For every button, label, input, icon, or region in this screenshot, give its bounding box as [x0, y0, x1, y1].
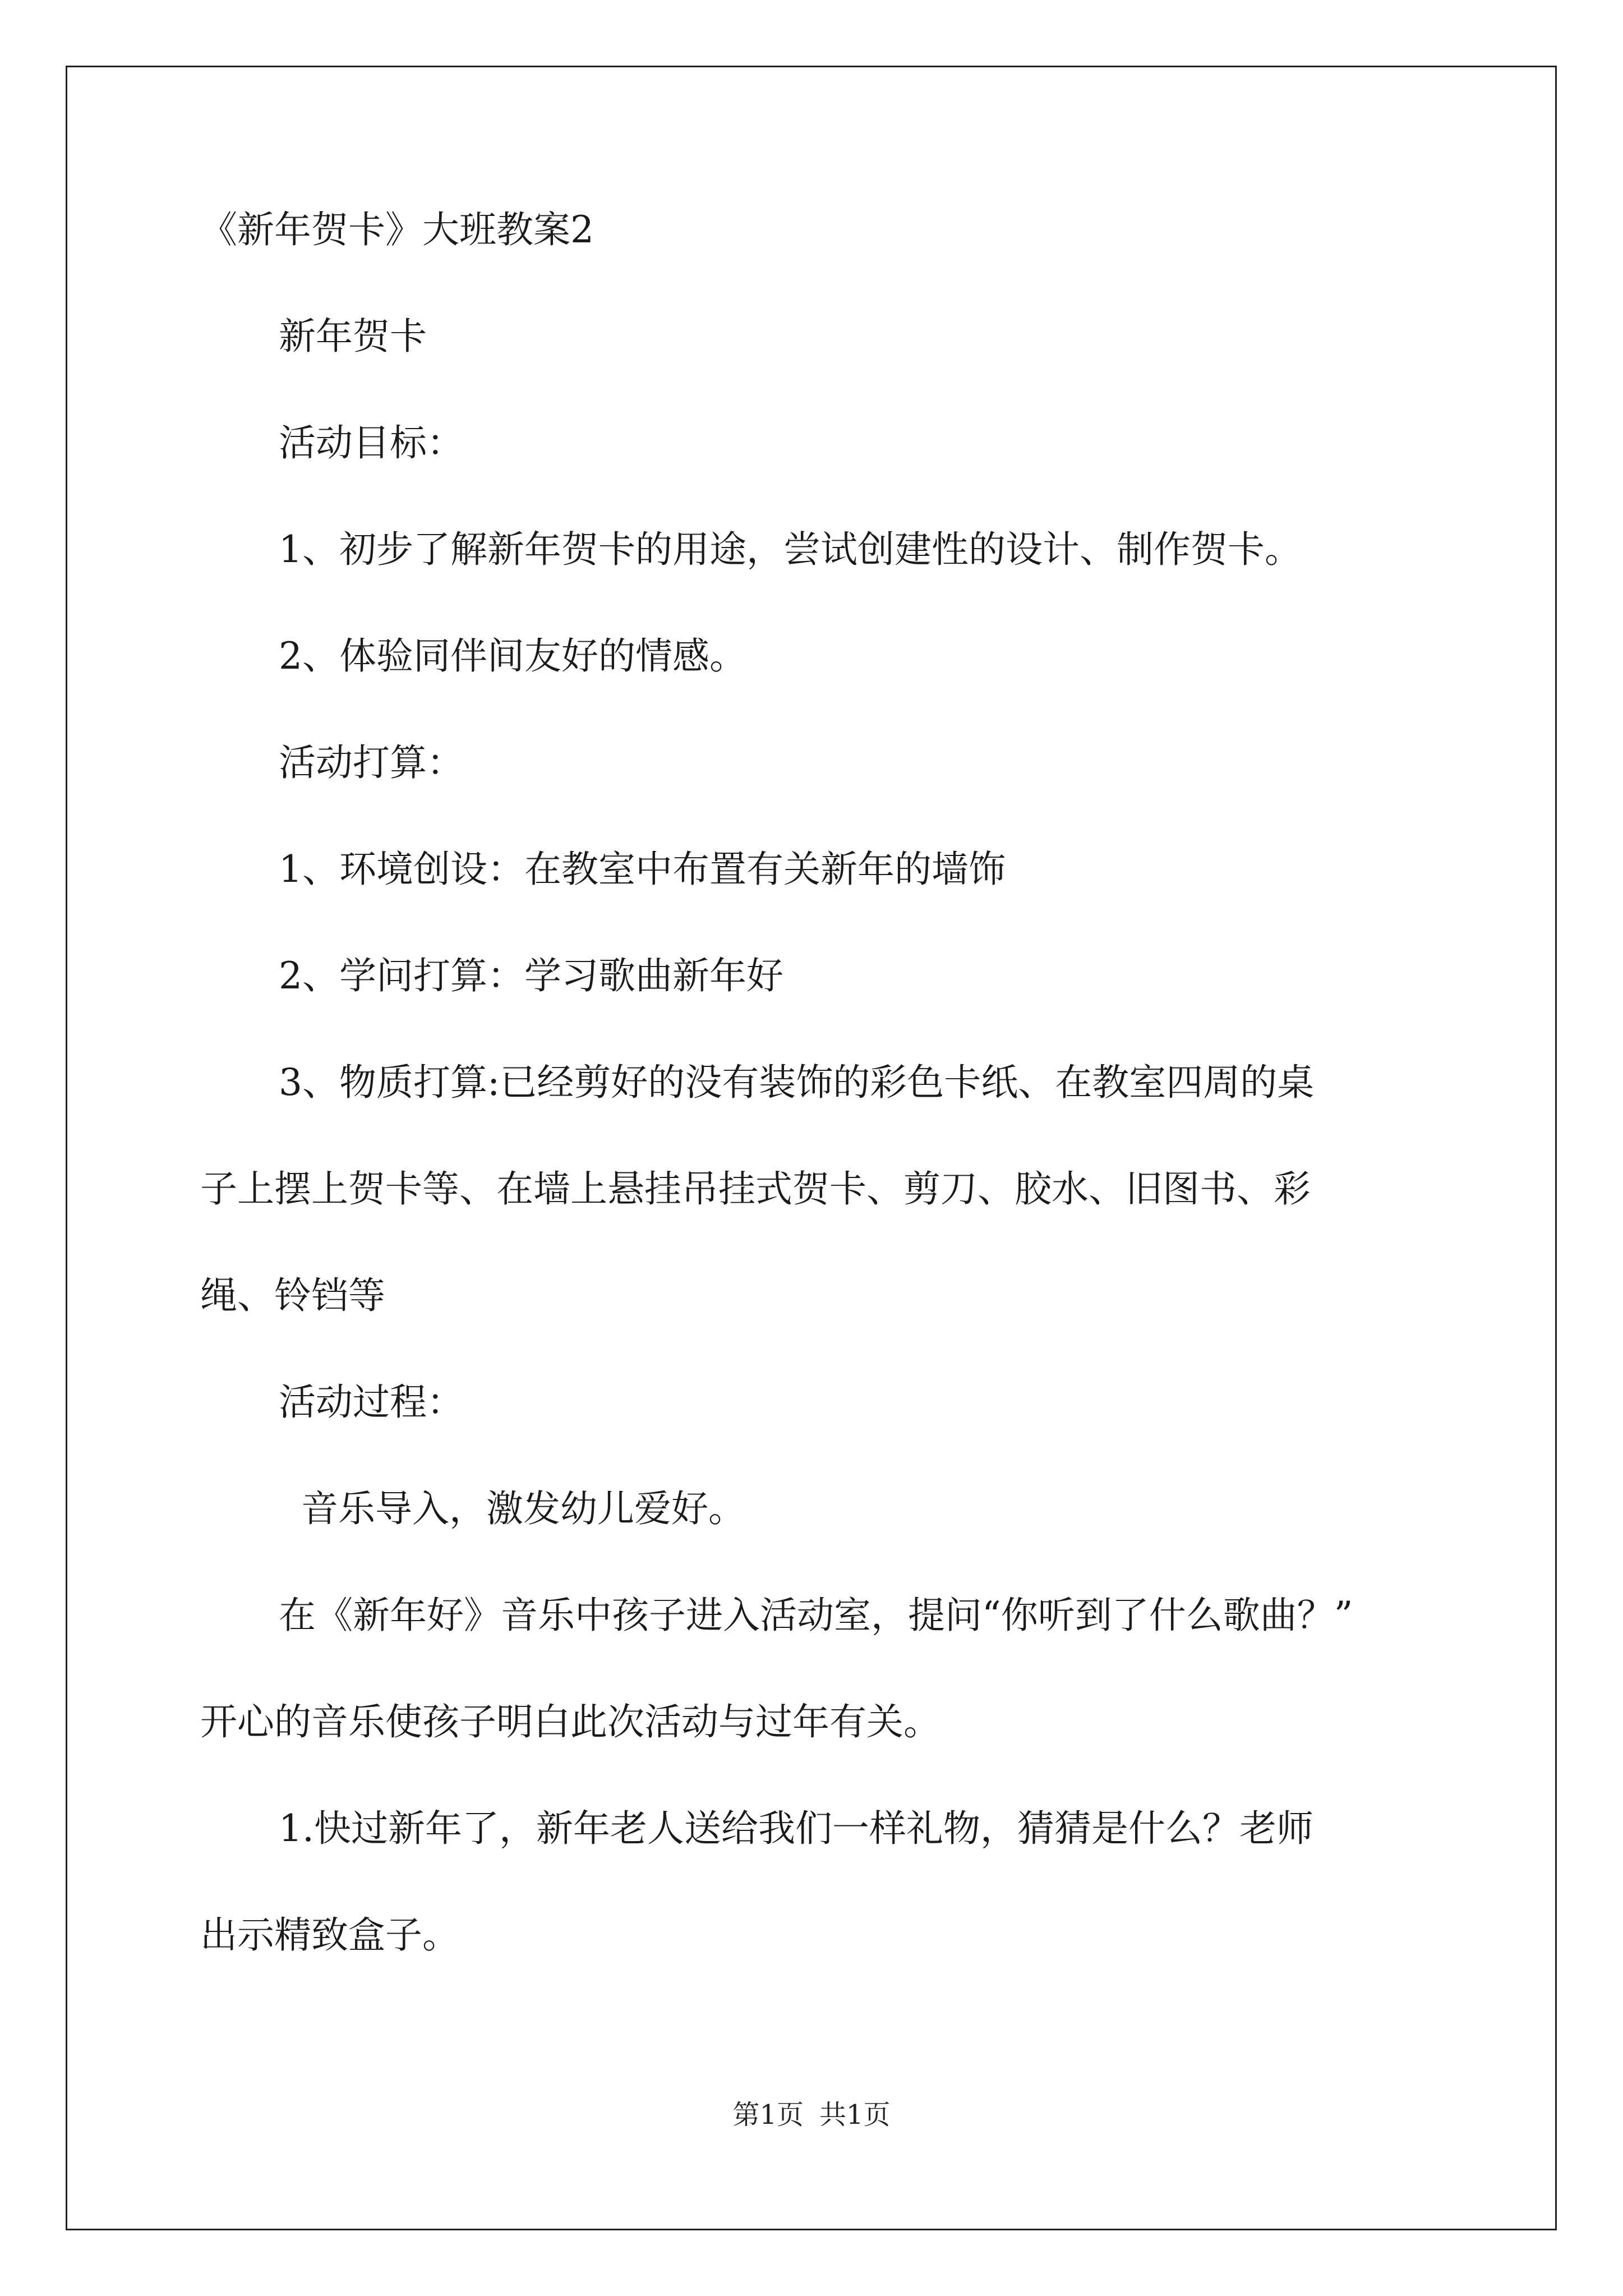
paragraph-process-text-line-1: 在《新年好》音乐中孩子进入活动室，提问“你听到了什么歌曲？” [279, 1594, 1353, 1637]
paragraph-heading-prep: 活动打算： [279, 741, 464, 784]
paragraph-prep-3-line-3: 绳、铃铛等 [200, 1274, 385, 1317]
paragraph-prep-3-line-2: 子上摆上贺卡等、在墙上悬挂吊挂式贺卡、剪刀、胶水、旧图书、彩 [200, 1167, 1311, 1211]
paragraph-goal-2: 2、体验同伴间友好的情感。 [279, 634, 746, 678]
paragraph-prep-3-line-1: 3、物质打算:已经剪好的没有装饰的彩色卡纸、在教室四周的桌 [279, 1061, 1315, 1104]
paragraph-step-1-line-1: 1.快过新年了，新年老人送给我们一样礼物，猜猜是什么？老师 [279, 1807, 1313, 1850]
page-footer [0, 2098, 1623, 2132]
paragraph-process-text-line-2: 开心的音乐使孩子明白此次活动与过年有关。 [200, 1700, 940, 1743]
paragraph-subtitle: 新年贺卡 [279, 315, 427, 358]
paragraph-step-1-line-2: 出示精致盒子。 [200, 1913, 459, 1957]
paragraph-goal-1: 1、初步了解新年贺卡的用途，尝试创建性的设计、制作贺卡。 [279, 528, 1302, 571]
page-border [66, 66, 1557, 2230]
paragraph-heading-goals: 活动目标： [279, 421, 464, 464]
page-number-total: 共1页 [819, 2099, 891, 2131]
paragraph-prep-1: 1、环境创设：在教室中布置有关新年的墙饰 [279, 848, 1006, 891]
page-number-current: 第1页 [732, 2099, 804, 2131]
paragraph-process-intro: 音乐导入，激发幼儿爱好。 [301, 1487, 745, 1530]
paragraph-prep-2: 2、学问打算：学习歌曲新年好 [279, 954, 783, 997]
paragraph-heading-process: 活动过程： [279, 1381, 464, 1424]
document-title: 《新年贺卡》大班教案2 [200, 208, 594, 251]
